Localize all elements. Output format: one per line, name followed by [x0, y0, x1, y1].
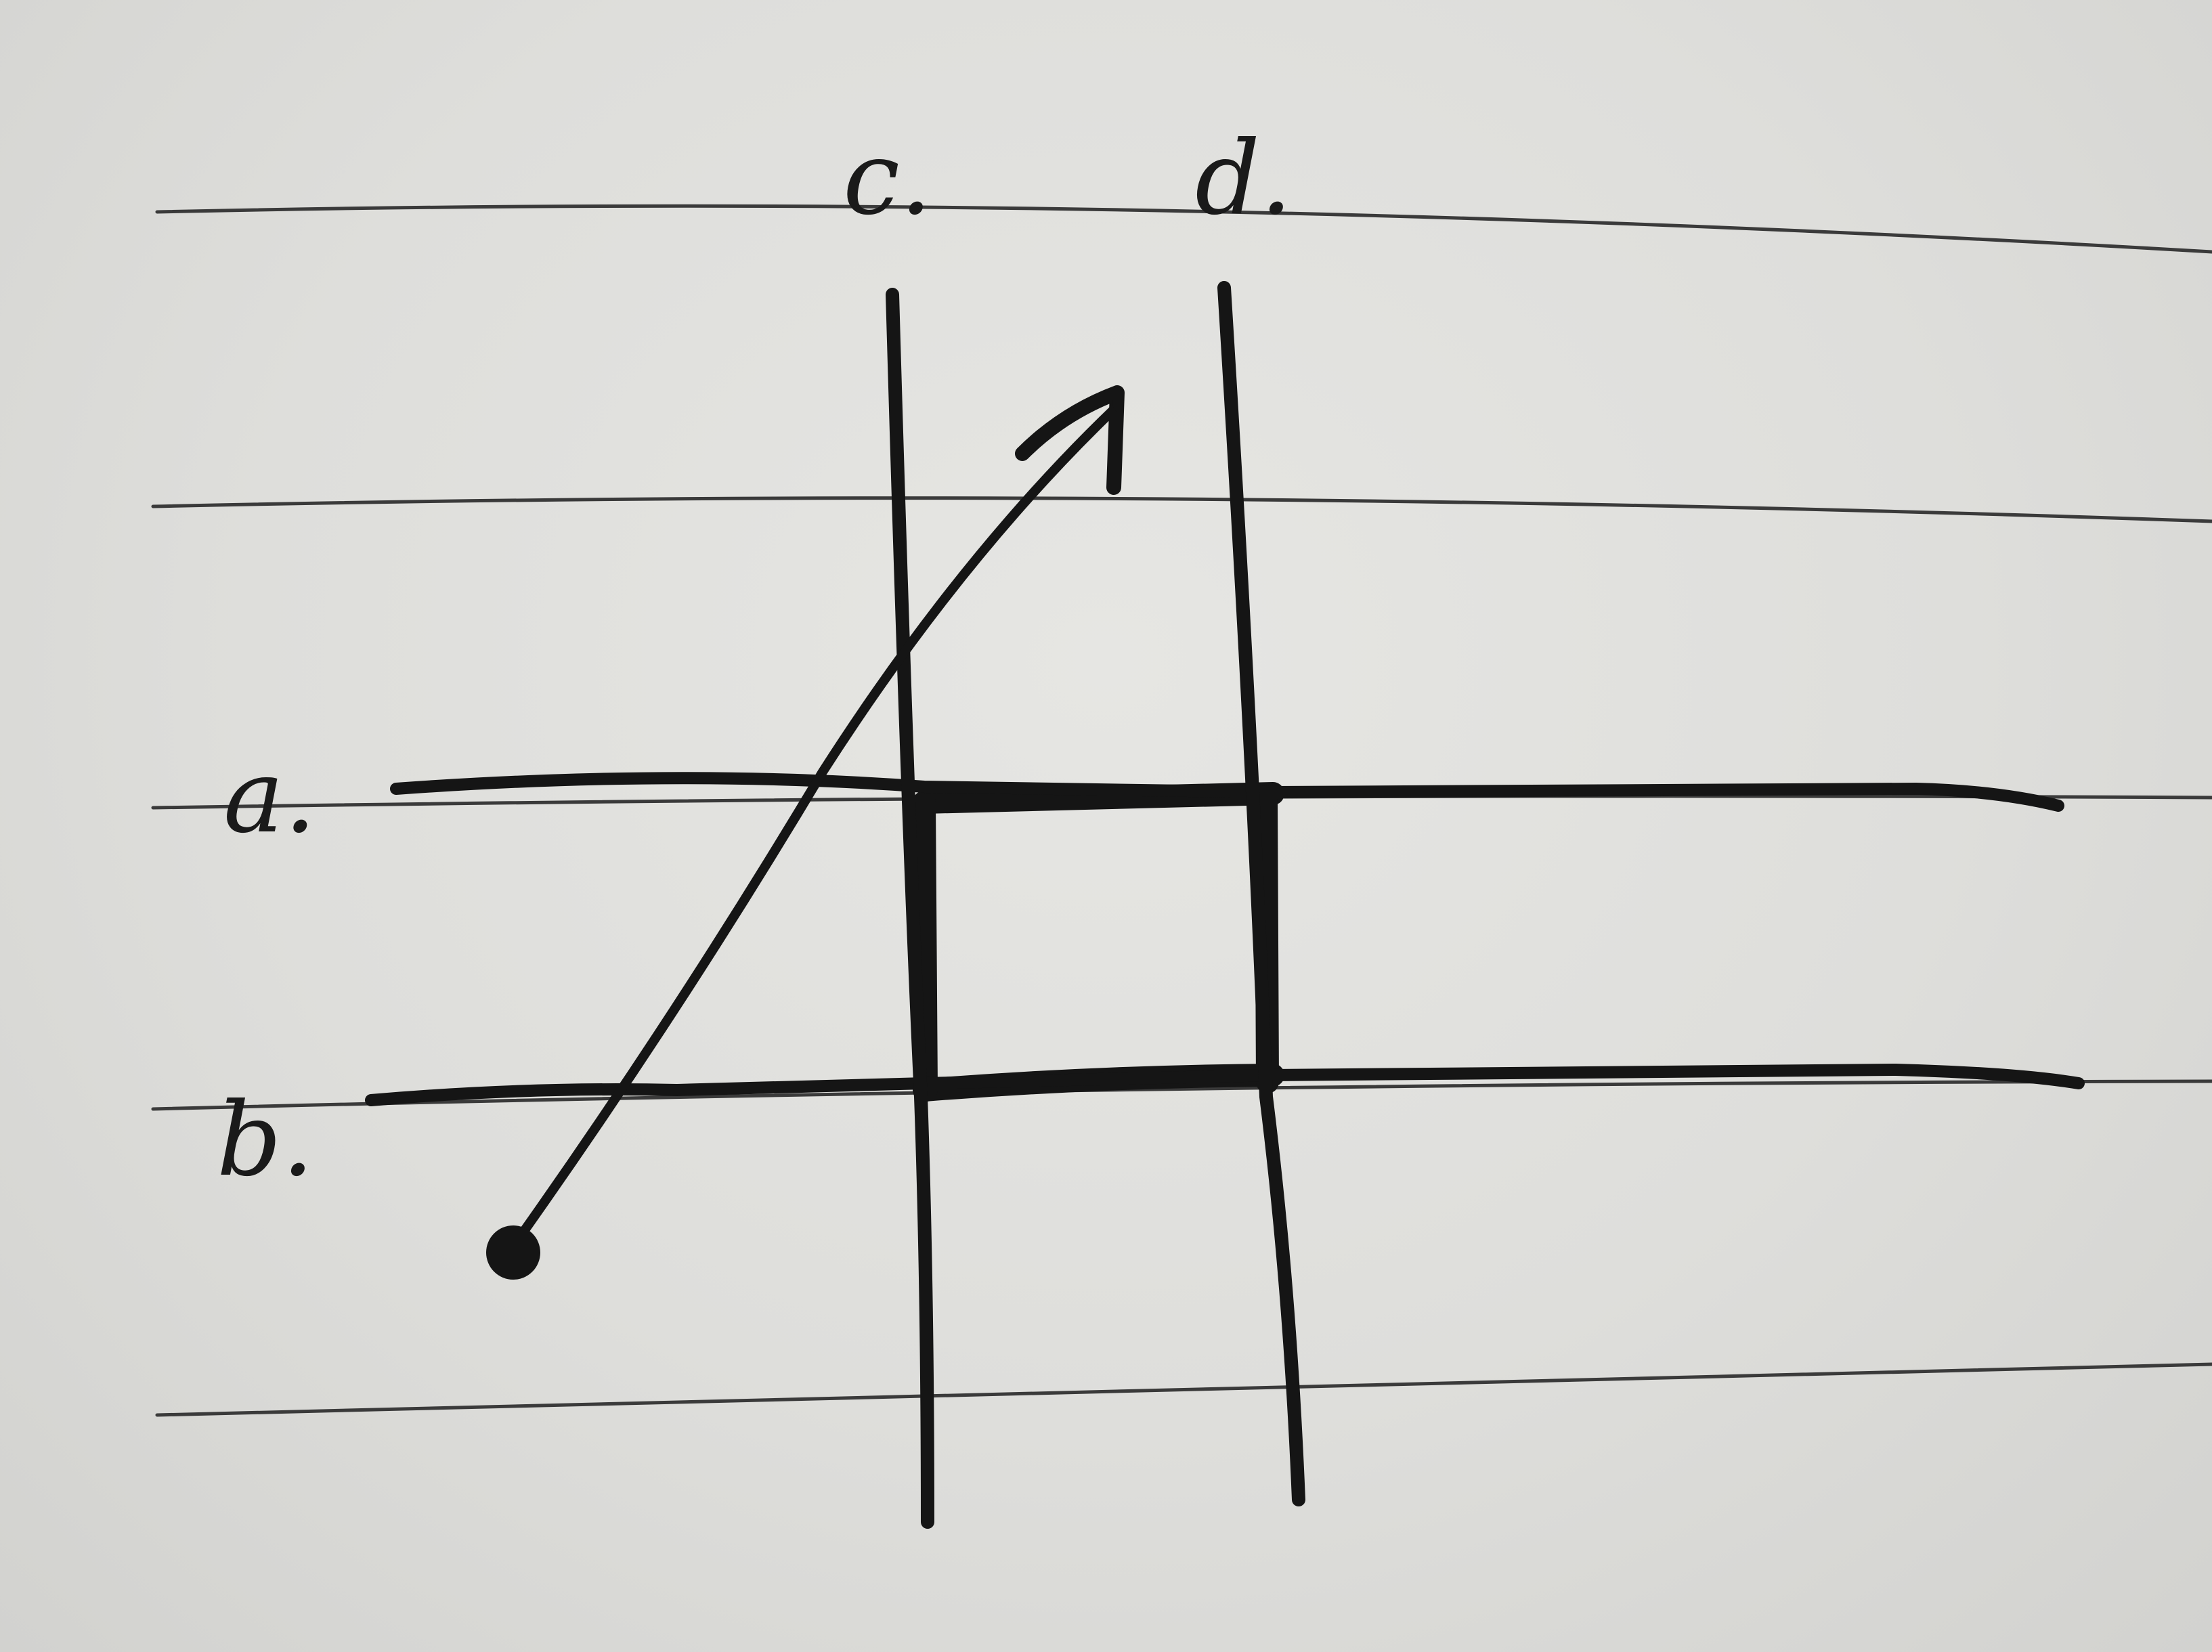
ruled-line-5: [157, 1364, 2212, 1415]
label-a: a.: [223, 738, 317, 856]
label-d: d.: [1195, 120, 1293, 238]
highlighted-cell: [924, 794, 1273, 1090]
arrow-head: [1022, 393, 1117, 487]
vertical-lines: [892, 288, 1299, 1522]
ruled-line-1: [157, 206, 2212, 252]
ruled-line-2: [153, 498, 2212, 521]
line-d: [1224, 288, 1299, 1500]
ruled-lines: [153, 206, 2212, 1415]
label-b: b.: [217, 1081, 314, 1199]
arrow-tip: [1117, 393, 1119, 406]
arrow-start-dot: [486, 1225, 540, 1280]
diagonal-arrow: [511, 393, 1119, 1249]
label-c: c.: [843, 120, 932, 238]
arrow-shaft: [511, 406, 1117, 1249]
horizontal-lines: [371, 778, 2079, 1100]
